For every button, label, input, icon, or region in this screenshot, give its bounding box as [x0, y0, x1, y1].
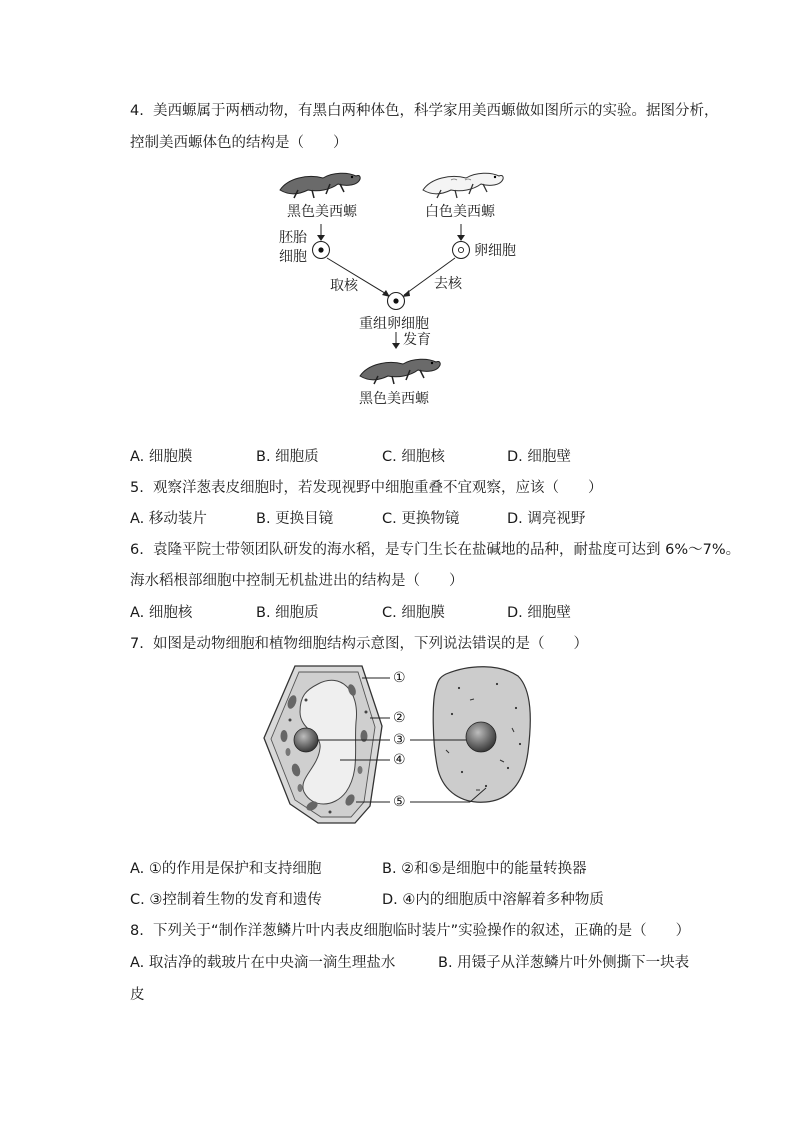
q5-stem: 5. 观察洋葱表皮细胞时，若发现视野中细胞重叠不宜观察，应该（ ） [130, 480, 603, 496]
q6-option-c[interactable]: C. 细胞膜 [382, 605, 445, 621]
q5-option-c[interactable]: C. 更换物镜 [382, 511, 460, 527]
q7-option-d[interactable]: D. ④内的细胞质中溶解着多种物质 [382, 892, 604, 908]
q7-option-a[interactable]: A. ①的作用是保护和支持细胞 [130, 861, 322, 877]
plant-nucleus [294, 728, 318, 752]
label-develop: 发育 [403, 332, 431, 348]
label-result-axolotl: 黑色美西螈 [359, 391, 429, 407]
cell-label-4: ④ [393, 752, 406, 768]
animal-cell [433, 667, 530, 802]
q7-stem: 7. 如图是动物细胞和植物细胞结构示意图，下列说法错误的是（ ） [130, 636, 589, 652]
label-remove-nucleus: 去核 [434, 276, 462, 292]
cell-label-3: ③ [393, 732, 406, 748]
q4-stem-line1: 4. 美西螈属于两栖动物，有黑白两种体色，科学家用美西螈做如图所示的实验。据图分析， [130, 103, 719, 119]
q8-option-b-line1[interactable]: B. 用镊子从洋葱鳞片叶外侧撕下一块表 [438, 955, 690, 971]
label-white-axolotl: 白色美西螈 [425, 204, 495, 220]
label-embryo-1: 胚胎 [279, 230, 307, 246]
plant-cell [264, 666, 382, 823]
animal-nucleus [466, 722, 496, 752]
q7-option-c[interactable]: C. ③控制着生物的发育和遗传 [130, 892, 322, 908]
q6-option-b[interactable]: B. 细胞质 [256, 605, 319, 621]
label-recombined-egg: 重组卵细胞 [359, 316, 429, 332]
q6-stem-line2: 海水稻根部细胞中控制无机盐进出的结构是（ ） [130, 573, 464, 589]
label-black-axolotl: 黑色美西螈 [287, 204, 357, 220]
q4-stem-line2: 控制美西螈体色的结构是（ ） [130, 135, 348, 151]
q4-option-d[interactable]: D. 细胞壁 [507, 449, 571, 465]
q8-option-b-line2[interactable]: 皮 [130, 987, 145, 1003]
q8-stem: 8. 下列关于“制作洋葱鳞片叶内表皮细胞临时装片”实验操作的叙述，正确的是（ ） [130, 923, 691, 939]
q4-option-a[interactable]: A. 细胞膜 [130, 449, 193, 465]
q7-option-b[interactable]: B. ②和⑤是细胞中的能量转换器 [382, 861, 587, 877]
cell-label-2: ② [393, 710, 406, 726]
cell-label-5: ⑤ [393, 794, 406, 810]
q8-option-a[interactable]: A. 取洁净的载玻片在中央滴一滴生理盐水 [130, 955, 396, 971]
q4-option-b[interactable]: B. 细胞质 [256, 449, 319, 465]
label-take-nucleus: 取核 [330, 278, 358, 294]
q6-stem-line1: 6. 袁隆平院士带领团队研发的海水稻，是专门生长在盐碱地的品种，耐盐度可达到 6%～7%。 [130, 542, 741, 558]
q5-option-b[interactable]: B. 更换目镜 [256, 511, 334, 527]
q5-option-d[interactable]: D. 调亮视野 [507, 511, 586, 527]
q4-option-c[interactable]: C. 细胞核 [382, 449, 445, 465]
label-embryo-2: 细胞 [279, 249, 307, 265]
q5-option-a[interactable]: A. 移动装片 [130, 511, 207, 527]
q6-option-d[interactable]: D. 细胞壁 [507, 605, 571, 621]
label-egg-cell: 卵细胞 [474, 243, 516, 259]
cell-label-1: ① [393, 670, 406, 686]
q6-option-a[interactable]: A. 细胞核 [130, 605, 193, 621]
